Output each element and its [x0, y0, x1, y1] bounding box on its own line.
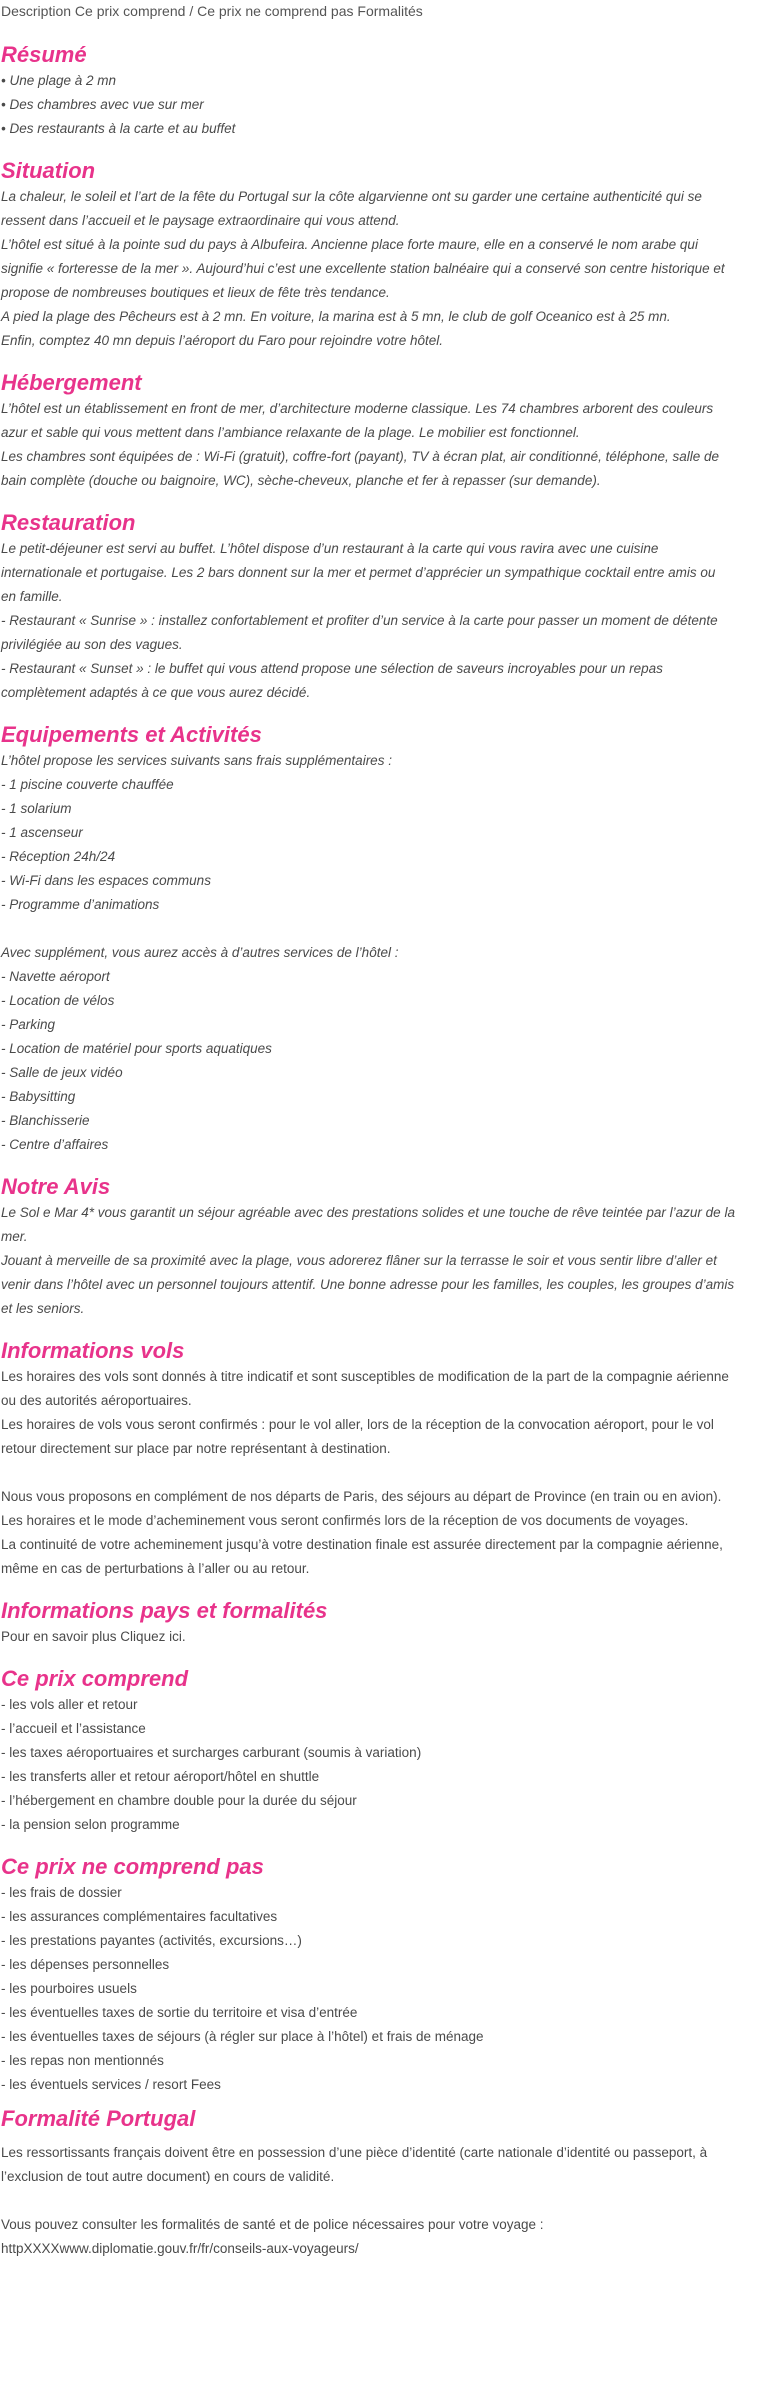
section-hebergement: [1, 369, 756, 493]
tab-separator: /: [189, 3, 194, 19]
ne-comprend-item: - les pourboires usuels: [1, 1981, 137, 1996]
ne-comprend-item: - les prestations payantes (activités, excursions…): [1, 1933, 302, 1948]
ne-comprend-item: - les repas non mentionnés: [1, 2053, 164, 2068]
vols-line: Les horaires des vols sont donnés à titre indicatif et sont susceptibles de modification de la part de la compagnie aérienne: [1, 1369, 729, 1384]
heading-hebergement: Hébergement: [1, 370, 142, 395]
restauration-line: - Restaurant « Sunset » : le buffet qui vous attend propose une sélection de saveurs incroyables pour un repas: [1, 661, 663, 676]
formalite-line: Les ressortissants français doivent être en possession d’une pièce d’identité (carte nationale d’identité ou passeport, à: [1, 2145, 708, 2160]
tabs-row: [1, 0, 756, 25]
resume-item: • Des restaurants à la carte et au buffet: [1, 121, 236, 136]
tab-ce-prix-ne-comprend-pas[interactable]: Ce prix ne comprend pas: [197, 3, 354, 19]
formalite-url[interactable]: httpXXXXwww.diplomatie.gouv.fr/fr/conseils-aux-voyageurs/: [1, 2241, 359, 2256]
heading-formalite: Formalité Portugal: [1, 2106, 196, 2131]
hebergement-line: L’hôtel est un établissement en front de mer, d’architecture moderne classique. Les 74 chambres arborent des couleurs: [1, 401, 714, 416]
vols-line: Les horaires de vols vous seront confirmés : pour le vol aller, lors de la réception de la convocation aéroport, pour le vol: [1, 1417, 714, 1432]
vols-line: même en cas de perturbations à l’aller ou au retour.: [1, 1561, 310, 1576]
resume-item: • Des chambres avec vue sur mer: [1, 97, 204, 112]
ne-comprend-item: - les éventuelles taxes de séjours (à régler sur place à l’hôtel) et frais de ménage: [1, 2029, 484, 2044]
equipements-intro: L’hôtel propose les services suivants sans frais supplémentaires :: [1, 753, 392, 768]
equipements-free-item: - 1 piscine couverte chauffée: [1, 777, 174, 792]
heading-equipements: Equipements et Activités: [1, 722, 262, 747]
formalite-line: l’exclusion de tout autre document) en cours de validité.: [1, 2169, 335, 2184]
hebergement-line: bain complète (douche ou baignoire, WC), sèche-cheveux, planche et fer à repasser (sur demande).: [1, 473, 601, 488]
heading-vols: Informations vols: [1, 1338, 185, 1363]
equipements-paid-item: - Parking: [1, 1017, 56, 1032]
equipements-paid-item: - Blanchisserie: [1, 1113, 90, 1128]
section-equipements: [1, 721, 756, 1157]
vols-line: ou des autorités aéroportuaires.: [1, 1393, 192, 1408]
section-vols: [1, 1337, 756, 1581]
comprend-item: - les vols aller et retour: [1, 1697, 138, 1712]
vols-line: Les horaires et le mode d’acheminement vous seront confirmés lors de la réception de vos documents de voyages.: [1, 1513, 689, 1528]
avis-line: Le Sol e Mar 4* vous garantit un séjour agréable avec des prestations solides et une touche de rêve teintée par l’azur de la: [1, 1205, 735, 1220]
restauration-line: Le petit-déjeuner est servi au buffet. L’hôtel dispose d’un restaurant à la carte qui vous ravira avec une cuisine: [1, 541, 659, 556]
heading-restauration: Restauration: [1, 510, 136, 535]
formalite-line: Vous pouvez consulter les formalités de santé et de police nécessaires pour votre voyage :: [1, 2217, 544, 2232]
situation-line: ressent dans l’accueil et le paysage extraordinaire qui vous attend.: [1, 213, 400, 228]
tab-description[interactable]: Description: [1, 3, 72, 19]
equipements-paid-item: - Babysitting: [1, 1089, 76, 1104]
comprend-item: - les transferts aller et retour aéroport/hôtel en shuttle: [1, 1769, 320, 1784]
restauration-line: en famille.: [1, 589, 63, 604]
heading-pays: Informations pays et formalités: [1, 1598, 328, 1623]
restauration-line: privilégiée au son des vagues.: [1, 637, 183, 652]
equipements-free-item: - Wi-Fi dans les espaces communs: [1, 873, 211, 888]
avis-line: Jouant à merveille de sa proximité avec la plage, vous adorerez flâner sur la terrasse le soir et vous sentir libre d’aller et: [1, 1253, 717, 1268]
equipements-free-item: - 1 ascenseur: [1, 825, 83, 840]
section-comprend: [1, 1665, 756, 1837]
section-resume: [1, 41, 756, 141]
equipements-free-item: - 1 solarium: [1, 801, 72, 816]
avis-line: mer.: [1, 1229, 28, 1244]
equipements-free-item: - Réception 24h/24: [1, 849, 116, 864]
equipements-paid-item: - Location de vélos: [1, 993, 115, 1008]
situation-line: L’hôtel est situé à la pointe sud du pays à Albufeira. Ancienne place forte maure, elle en a conservé le nom arabe qui: [1, 237, 698, 252]
comprend-item: - les taxes aéroportuaires et surcharges carburant (soumis à variation): [1, 1745, 422, 1760]
equipements-paid-item: - Salle de jeux vidéo: [1, 1065, 123, 1080]
vols-line: Nous vous proposons en complément de nos départs de Paris, des séjours au départ de Province (en train ou en avion).: [1, 1489, 722, 1504]
heading-comprend: Ce prix comprend: [1, 1666, 189, 1691]
section-pays: [1, 1597, 756, 1649]
avis-line: venir dans l’hôtel avec un personnel toujours attentif. Une bonne adresse pour les familles, les couples, les groupes d’amis: [1, 1277, 735, 1292]
equipements-paid-intro: Avec supplément, vous aurez accès à d’autres services de l’hôtel :: [1, 945, 399, 960]
ne-comprend-item: - les éventuelles taxes de sortie du territoire et visa d’entrée: [1, 2005, 358, 2020]
heading-situation: Situation: [1, 158, 96, 183]
hebergement-line: azur et sable qui vous mettent dans l’ambiance relaxante de la plage. Le mobilier est fonctionnel.: [1, 425, 580, 440]
tab-ce-prix-comprend[interactable]: Ce prix comprend: [74, 3, 186, 19]
restauration-line: - Restaurant « Sunrise » : installez confortablement et profiter d’un service à la carte pour passer un moment de détente: [1, 613, 718, 628]
vols-line: retour directement sur place par notre représentant à destination.: [1, 1441, 391, 1456]
resume-item: • Une plage à 2 mn: [1, 73, 117, 88]
situation-line: La chaleur, le soleil et l’art de la fête du Portugal sur la côte algarvienne ont su garder une certaine authenticité qui se: [1, 189, 702, 204]
equipements-paid-item: - Location de matériel pour sports aquatiques: [1, 1041, 272, 1056]
comprend-item: - l’accueil et l’assistance: [1, 1721, 146, 1736]
vols-line: La continuité de votre acheminement jusqu’à votre destination finale est assurée directement par la compagnie aérienne,: [1, 1537, 723, 1552]
section-ne-comprend: [1, 1853, 756, 2097]
ne-comprend-item: - les éventuels services / resort Fees: [1, 2077, 221, 2092]
situation-line: A pied la plage des Pêcheurs est à 2 mn. En voiture, la marina est à 5 mn, le club de golf Oceanico est à 25 mn.: [1, 309, 671, 324]
comprend-item: - l’hébergement en chambre double pour la durée du séjour: [1, 1793, 357, 1808]
situation-line: Enfin, comptez 40 mn depuis l’aéroport du Faro pour rejoindre votre hôtel.: [1, 333, 443, 348]
ne-comprend-item: - les dépenses personnelles: [1, 1957, 170, 1972]
heading-avis: Notre Avis: [1, 1174, 111, 1199]
avis-line: et les seniors.: [1, 1301, 85, 1316]
hebergement-line: Les chambres sont équipées de : Wi-Fi (gratuit), coffre-fort (payant), TV à écran plat, air conditionné, téléphone, salle de: [1, 449, 719, 464]
situation-line: propose de nombreuses boutiques et lieux de fête très tendance.: [1, 285, 390, 300]
situation-line: signifie « forteresse de la mer ». Aujourd’hui c’est une excellente station balnéaire qui a conservé son centre historique et: [1, 261, 725, 276]
section-restauration: [1, 509, 756, 705]
ne-comprend-item: - les assurances complémentaires facultatives: [1, 1909, 278, 1924]
section-situation: [1, 157, 756, 353]
pays-link[interactable]: Pour en savoir plus Cliquez ici.: [1, 1629, 186, 1644]
section-formalite: [1, 2105, 756, 2261]
comprend-item: - la pension selon programme: [1, 1817, 180, 1832]
section-avis: [1, 1173, 756, 1321]
restauration-line: complètement adaptés à ce que vous aurez décidé.: [1, 685, 311, 700]
restauration-line: internationale et portugaise. Les 2 bars donnent sur la mer et permet d’apprécier un sympathique cocktail entre amis ou: [1, 565, 716, 580]
equipements-free-item: - Programme d’animations: [1, 897, 160, 912]
equipements-paid-item: - Centre d’affaires: [1, 1137, 109, 1152]
equipements-paid-item: - Navette aéroport: [1, 969, 110, 984]
tab-formalites[interactable]: Formalités: [357, 3, 423, 19]
heading-ne-comprend: Ce prix ne comprend pas: [1, 1854, 264, 1879]
heading-resume: Résumé: [1, 42, 87, 67]
ne-comprend-item: - les frais de dossier: [1, 1885, 122, 1900]
